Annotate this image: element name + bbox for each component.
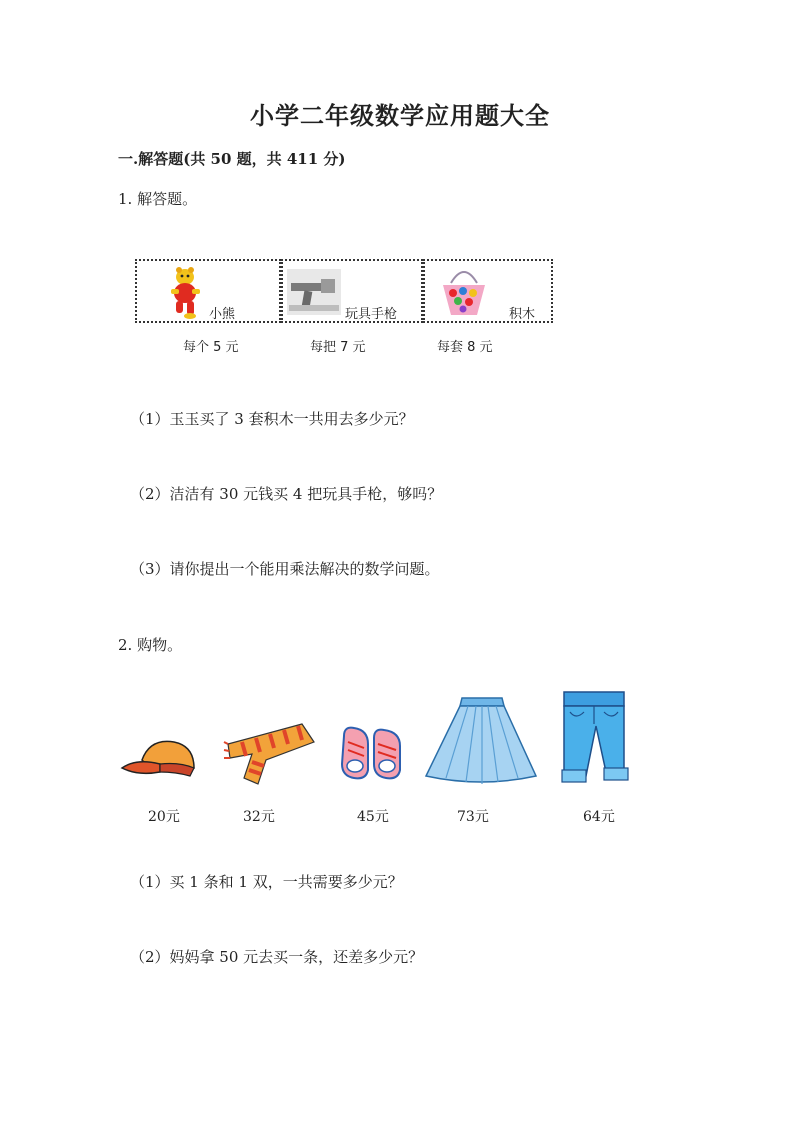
shoes-icon [338,726,408,784]
section-heading: 一.解答题(共 50 题，共 411 分) [118,150,346,168]
toy-box-gun [281,259,423,323]
price-shoes: 45元 [357,809,389,825]
jeans-icon [556,690,632,786]
toy-box-bear [135,259,281,323]
question-2-sub-1: （1）买 1 条和 1 双，一共需要多少元？ [130,873,403,891]
question-1-sub-2: （2）洁洁有 30 元钱买 4 把玩具手枪，够吗？ [130,485,443,503]
question-1-sub-3: （3）请你提出一个能用乘法解决的数学问题。 [130,560,440,578]
page-title: 小学二年级数学应用题大全 [250,101,550,130]
toy-blocks-icon [439,265,489,319]
question-2-label: 2. 购物。 [118,636,183,654]
toy-price-blocks: 每套 8 元 [437,340,493,355]
toy-gun-icon [287,269,341,315]
toy-name-bear: 小熊 [209,307,236,322]
price-jeans: 64元 [583,809,615,825]
question-1-label: 1. 解答题。 [118,190,198,208]
skirt-icon [424,696,538,786]
toy-name-gun: 玩具手枪 [345,307,398,322]
price-cap: 20元 [148,809,180,825]
scarf-icon [222,718,320,790]
cap-icon [120,738,198,780]
price-scarf: 32元 [243,809,275,825]
toy-price-bear: 每个 5 元 [183,340,239,355]
price-skirt: 73元 [457,809,489,825]
toy-name-blocks: 积木 [509,307,536,322]
toy-box-blocks [423,259,553,323]
question-1-sub-1: （1）玉玉买了 3 套积木一共用去多少元？ [130,410,414,428]
toy-price-gun: 每把 7 元 [310,340,366,355]
toy-bear-icon [163,265,207,319]
question-2-sub-2: （2）妈妈拿 50 元去买一条，还差多少元？ [130,948,424,966]
